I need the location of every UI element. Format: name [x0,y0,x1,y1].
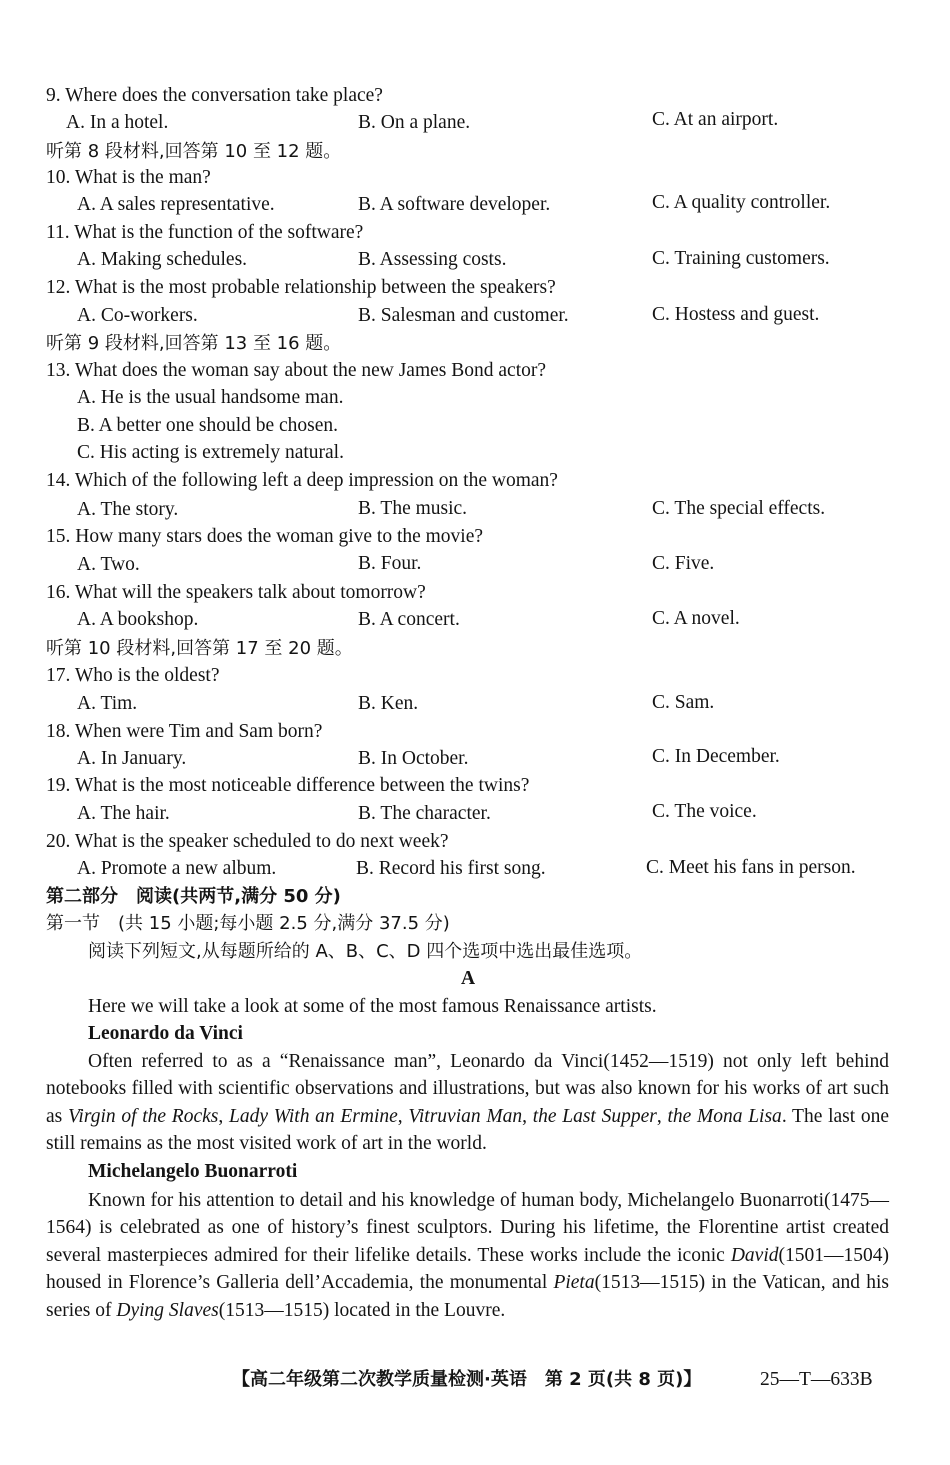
question-11-option-a: A. Making schedules. [77,249,248,270]
question-16-option-b: B. A concert. [358,609,460,630]
work-title: Lady With an Ermine [228,1105,398,1127]
question-18-option-b: B. In October. [358,748,469,769]
question-14-option-a: A. The story. [77,499,179,520]
section-9-header: 听第 9 段材料,回答第 13 至 16 题。 [46,333,342,354]
question-12-option-c: C. Hostess and guest. [652,304,820,325]
question-12-option-a: A. Co-workers. [77,305,198,326]
question-17-option-c: C. Sam. [652,692,715,713]
question-18-stem: 18. When were Tim and Sam born? [46,721,323,742]
question-15-stem: 15. How many stars does the woman give to the movie? [46,526,484,547]
question-17-stem: 17. Who is the oldest? [46,665,220,686]
question-18-option-a: A. In January. [77,748,187,769]
passage-label: A [461,968,476,989]
question-16-stem: 16. What will the speakers talk about tomorrow? [46,582,426,603]
question-17-option-a: A. Tim. [77,693,138,714]
question-9-option-b: B. On a plane. [358,112,471,133]
section-8-header: 听第 8 段材料,回答第 10 至 12 题。 [46,141,342,162]
heading-michelangelo: Michelangelo Buonarroti [88,1161,298,1182]
question-15-option-c: C. Five. [652,553,715,574]
work-title: the Mona Lisa [667,1105,782,1127]
part-2-title: 第二部分 阅读(共两节,满分 50 分) [46,886,341,907]
reading-instruction: 阅读下列短文,从每题所给的 A、B、C、D 四个选项中选出最佳选项。 [88,941,643,962]
question-13-option-c: C. His acting is extremely natural. [77,442,344,463]
question-10-stem: 10. What is the man? [46,167,211,188]
question-13-option-a: A. He is the usual handsome man. [77,387,344,408]
question-19-option-c: C. The voice. [652,801,757,822]
question-10-option-b: B. A software developer. [358,194,551,215]
question-12-option-b: B. Salesman and customer. [358,305,569,326]
question-11-stem: 11. What is the function of the software? [46,222,364,243]
passage-intro: Here we will take a look at some of the most famous Renaissance artists. [88,996,657,1017]
question-11-option-c: C. Training customers. [652,248,830,269]
question-10-option-c: C. A quality controller. [652,192,831,213]
work-title: Virgin of the Rocks [67,1105,219,1127]
question-9-stem: 9. Where does the conversation take place? [46,85,383,106]
section-10-header: 听第 10 段材料,回答第 17 至 20 题。 [46,638,353,659]
heading-leonardo: Leonardo da Vinci [88,1023,243,1044]
question-20-option-b: B. Record his first song. [356,858,546,879]
work-title: David [730,1244,779,1266]
question-9-option-c: C. At an airport. [652,109,779,130]
question-20-option-a: A. Promote a new album. [77,858,277,879]
paragraph-michelangelo: Known for his attention to detail and his knowledge of human body, Michelangelo Buonarroti(1475—1564) is celebrated as one of history’s finest sculptors. During his lifetime, the Florentine artist created several masterpieces admired for their lifelike details. These works include the iconic David(1501—1504) housed in Florence’s Galleria dell’Accademia, the monumental Pieta(1513—1515) in the Vatican, and his series of Dying Slaves(1513—1515) located in the Louvre. [46,1190,889,1321]
question-9-option-a: A. In a hotel. [66,112,169,133]
work-title: Dying Slaves [116,1299,219,1321]
question-15-option-b: B. Four. [358,553,422,574]
question-11-option-b: B. Assessing costs. [358,249,507,270]
work-title: Vitruvian Man [408,1105,523,1127]
question-20-option-c: C. Meet his fans in person. [646,857,856,878]
work-title: the Last Supper [532,1105,657,1127]
question-10-option-a: A. A sales representative. [77,194,275,215]
paragraph-leonardo: Often referred to as a “Renaissance man”, Leonardo da Vinci(1452—1519) not only left behind notebooks filled with scientific observations and illustrations, but was also known for his works of art such as Virgin of the Rocks, Lady With an Ermine, Vitruvian Man, the Last Supper, the Mona Lisa. The last one still remains as the most visited work of art in the world. [46,1051,890,1155]
question-17-option-b: B. Ken. [358,693,419,714]
question-14-option-b: B. The music. [358,498,468,519]
work-title: Pieta [553,1272,595,1294]
question-18-option-c: C. In December. [652,746,780,767]
question-19-option-b: B. The character. [358,803,491,824]
question-19-stem: 19. What is the most noticeable difference between the twins? [46,775,530,796]
question-14-option-c: C. The special effects. [652,498,826,519]
footer-code: 25—T—633B [760,1369,873,1390]
question-13-stem: 13. What does the woman say about the new James Bond actor? [46,360,547,381]
footer-title: 【高二年级第二次教学质量检测·英语 第 2 页(共 8 页)】 [232,1369,702,1390]
question-15-option-a: A. Two. [77,554,140,575]
question-20-stem: 20. What is the speaker scheduled to do next week? [46,831,449,852]
question-14-stem: 14. Which of the following left a deep impression on the woman? [46,470,558,491]
question-19-option-a: A. The hair. [77,803,170,824]
question-16-option-a: A. A bookshop. [77,609,199,630]
question-12-stem: 12. What is the most probable relationship between the speakers? [46,277,556,298]
section-1-title: 第一节 (共 15 小题;每小题 2.5 分,满分 37.5 分) [46,913,450,934]
question-13-option-b: B. A better one should be chosen. [77,415,339,436]
question-16-option-c: C. A novel. [652,608,740,629]
